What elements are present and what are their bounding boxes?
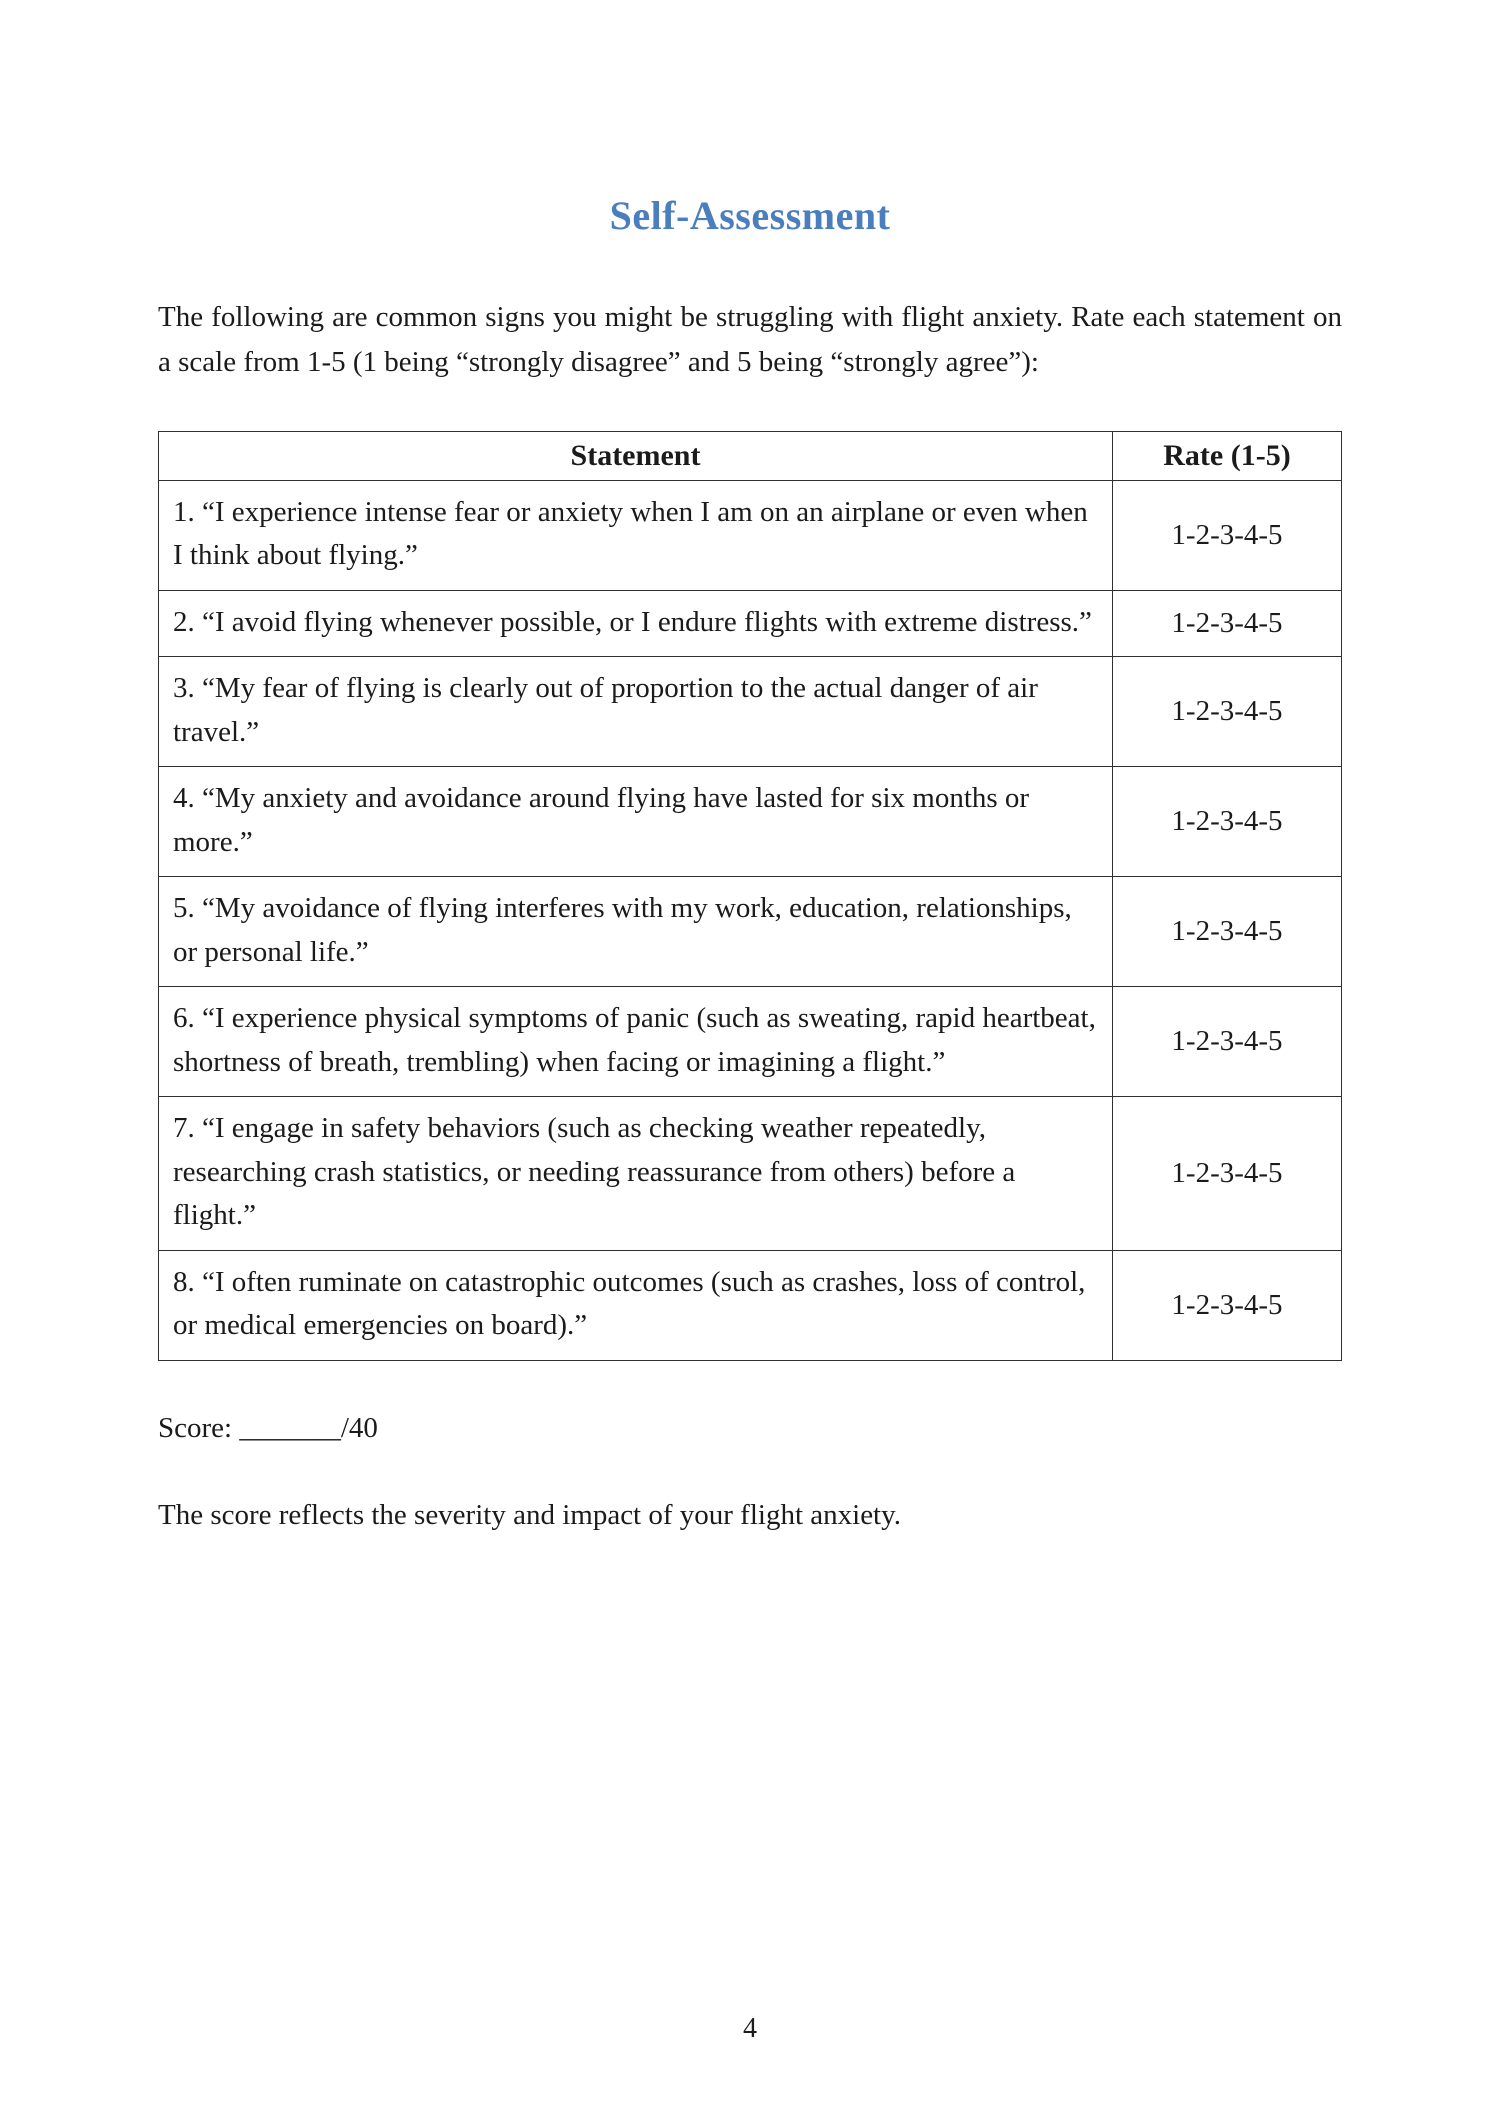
rate-cell: 1-2-3-4-5 [1113,767,1342,877]
score-blank: _______ [239,1411,341,1444]
statement-cell: 3. “My fear of flying is clearly out of proportion to the actual danger of air travel.” [159,657,1113,767]
table-row [159,480,1342,590]
statement-cell: 6. “I experience physical symptoms of panic (such as sweating, rapid heartbeat, shortness of breath, trembling) when facing or imagining a flight.” [159,987,1113,1097]
page-number: 4 [743,2013,757,2044]
statement-cell: 4. “My anxiety and avoidance around flying have lasted for six months or more.” [159,767,1113,877]
statement-cell: 5. “My avoidance of flying interferes with my work, education, relationships, or personal life.” [159,877,1113,987]
rate-cell: 1-2-3-4-5 [1113,480,1342,590]
statement-cell: 8. “I often ruminate on catastrophic outcomes (such as crashes, loss of control, or medical emergencies on board).” [159,1250,1113,1360]
table-row [159,987,1342,1097]
table-header-statement: Statement [159,431,1113,480]
table-row [159,1097,1342,1251]
rate-cell: 1-2-3-4-5 [1113,987,1342,1097]
page-title: Self-Assessment [609,193,891,238]
table-row [159,767,1342,877]
statement-cell: 7. “I engage in safety behaviors (such as checking weather repeatedly, researching crash statistics, or needing reassurance from others) before a flight.” [159,1097,1113,1251]
statement-cell: 2. “I avoid flying whenever possible, or I endure flights with extreme distress.” [159,590,1113,657]
table-header-rate: Rate (1-5) [1113,431,1342,480]
table-row [159,590,1342,657]
assessment-table [158,431,1342,1361]
table-row [159,657,1342,767]
rate-cell: 1-2-3-4-5 [1113,1097,1342,1251]
score-total: /40 [340,1411,378,1444]
table-row [159,1250,1342,1360]
rate-cell: 1-2-3-4-5 [1113,877,1342,987]
rate-cell: 1-2-3-4-5 [1113,590,1342,657]
score-label: Score: [158,1411,233,1444]
note-paragraph: The score reflects the severity and impact of your flight anxiety. [158,1499,901,1532]
rate-cell: 1-2-3-4-5 [1113,1250,1342,1360]
rate-cell: 1-2-3-4-5 [1113,657,1342,767]
table-row [159,877,1342,987]
score-line [158,1407,1342,1451]
table-header-row [159,431,1342,480]
intro-paragraph: The following are common signs you might be struggling with flight anxiety. Rate each statement on a scale from 1-5 (1 being “strongly disagree” and 5 being “strongly agree”): [158,301,1342,378]
statement-cell: 1. “I experience intense fear or anxiety when I am on an airplane or even when I think about flying.” [159,480,1113,590]
